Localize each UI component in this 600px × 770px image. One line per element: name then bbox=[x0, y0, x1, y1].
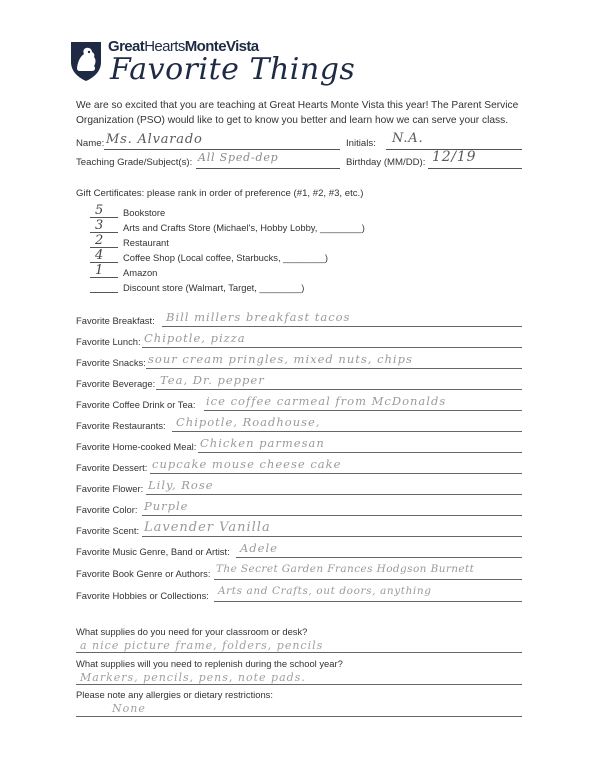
answer-line bbox=[150, 473, 522, 474]
favorite-color-row bbox=[76, 500, 522, 520]
gift-option-arts-crafts[interactable] bbox=[90, 218, 410, 236]
answer-line bbox=[236, 557, 522, 558]
gift-option-restaurant[interactable] bbox=[90, 233, 410, 251]
favorite-book-row bbox=[76, 564, 522, 584]
birthday-line bbox=[428, 168, 522, 169]
favorite-home-cooked-value[interactable]: Chicken parmesan bbox=[200, 436, 325, 450]
answer-line bbox=[142, 536, 522, 537]
name-line bbox=[104, 149, 340, 150]
gift-option-label: Arts and Crafts Store (Michael's, Hobby Lobby, ________) bbox=[123, 222, 365, 233]
favorite-label: Favorite Dessert: bbox=[76, 462, 148, 473]
answer-line bbox=[198, 452, 522, 453]
classroom-supplies-answer[interactable]: a nice picture frame, folders, pencils bbox=[80, 639, 324, 652]
favorite-scent-row bbox=[76, 521, 522, 541]
favorite-lunch-row bbox=[76, 332, 522, 352]
name-value[interactable]: Ms. Alvarado bbox=[106, 132, 203, 147]
answer-line bbox=[156, 389, 522, 390]
favorite-label: Favorite Snacks: bbox=[76, 357, 146, 368]
rank-value[interactable]: 5 bbox=[95, 203, 104, 218]
favorite-color-value[interactable]: Purple bbox=[144, 499, 189, 513]
favorite-snacks-value[interactable]: sour cream pringles, mixed nuts, chips bbox=[148, 352, 413, 366]
name-label: Name: bbox=[76, 138, 105, 149]
rank-value[interactable]: 1 bbox=[95, 263, 104, 278]
answer-line bbox=[142, 347, 522, 348]
favorite-label: Favorite Book Genre or Authors: bbox=[76, 568, 211, 579]
favorite-breakfast-row bbox=[76, 311, 522, 331]
classroom-supplies-question: What supplies do you need for your classroom or desk? bbox=[76, 626, 308, 637]
allergies-question: Please note any allergies or dietary restrictions: bbox=[76, 689, 273, 700]
answer-line bbox=[204, 410, 522, 411]
answer-line bbox=[142, 515, 522, 516]
gift-option-label: Discount store (Walmart, Target, ________) bbox=[123, 282, 305, 293]
rank-value[interactable]: 2 bbox=[95, 233, 104, 248]
favorite-label: Favorite Lunch: bbox=[76, 336, 141, 347]
rank-value[interactable]: 3 bbox=[95, 218, 104, 233]
favorite-label: Favorite Restaurants: bbox=[76, 420, 166, 431]
favorite-label: Favorite Coffee Drink or Tea: bbox=[76, 399, 196, 410]
favorite-label: Favorite Hobbies or Collections: bbox=[76, 590, 209, 601]
answer-line bbox=[76, 716, 522, 717]
answer-line bbox=[76, 684, 522, 685]
rank-line bbox=[90, 292, 118, 293]
replenish-supplies-question: What supplies will you need to replenish during the school year? bbox=[76, 658, 343, 669]
gift-option-label: Restaurant bbox=[123, 237, 169, 248]
gift-option-bookstore[interactable] bbox=[90, 203, 410, 221]
gift-option-label: Amazon bbox=[123, 267, 158, 278]
favorite-beverage-row bbox=[76, 374, 522, 394]
answer-line bbox=[214, 579, 522, 580]
gift-option-coffee-shop[interactable] bbox=[90, 248, 410, 266]
favorite-label: Favorite Breakfast: bbox=[76, 315, 155, 326]
favorite-label: Favorite Music Genre, Band or Artist: bbox=[76, 546, 230, 557]
allergies-answer[interactable]: None bbox=[112, 702, 146, 715]
favorite-lunch-value[interactable]: Chipotle, pizza bbox=[144, 331, 246, 345]
gift-option-discount-store[interactable] bbox=[90, 281, 410, 296]
favorite-scent-value[interactable]: Lavender Vanilla bbox=[144, 520, 271, 535]
favorite-restaurants-row bbox=[76, 416, 522, 436]
favorite-music-row bbox=[76, 542, 522, 562]
favorite-home-cooked-row bbox=[76, 437, 522, 457]
answer-line bbox=[146, 368, 522, 369]
answer-line bbox=[162, 326, 522, 327]
answer-line bbox=[172, 431, 522, 432]
birthday-value[interactable]: 12/19 bbox=[432, 149, 477, 165]
favorite-beverage-value[interactable]: Tea, Dr. pepper bbox=[160, 373, 265, 387]
favorite-flower-row bbox=[76, 479, 522, 499]
brand-hearts: Hearts bbox=[144, 38, 185, 55]
favorite-label: Favorite Beverage: bbox=[76, 378, 156, 389]
grade-value[interactable]: All Sped-dep bbox=[198, 151, 279, 164]
replenish-supplies-answer[interactable]: Markers, pencils, pens, note pads. bbox=[80, 671, 306, 684]
favorite-label: Favorite Flower: bbox=[76, 483, 144, 494]
favorite-restaurants-value[interactable]: Chipotle, Roadhouse, bbox=[176, 415, 321, 429]
favorite-label: Favorite Home-cooked Meal: bbox=[76, 441, 197, 452]
favorite-breakfast-value[interactable]: Bill millers breakfast tacos bbox=[166, 310, 351, 324]
answer-line bbox=[146, 494, 522, 495]
intro-text: We are so excited that you are teaching at Great Hearts Monte Vista this year! The Parent Service Organization (PSO) would like to get to know you better and learn how we can serve your class. bbox=[76, 100, 519, 126]
birthday-label: Birthday (MM/DD): bbox=[346, 157, 426, 168]
gift-option-label: Bookstore bbox=[123, 207, 166, 218]
great-hearts-lion-shield-icon bbox=[69, 40, 103, 82]
gift-option-label: Coffee Shop (Local coffee, Starbucks, ________) bbox=[123, 252, 328, 263]
grade-line bbox=[196, 168, 340, 169]
initials-value[interactable]: N.A. bbox=[392, 131, 424, 146]
favorite-coffee-value[interactable]: ice coffee carmeal from McDonalds bbox=[206, 394, 447, 408]
favorite-dessert-row bbox=[76, 458, 522, 478]
page-title: Favorite Things bbox=[110, 52, 356, 87]
gift-option-amazon[interactable] bbox=[90, 263, 410, 281]
gift-certificates-heading: Gift Certificates: please rank in order of preference (#1, #2, #3, etc.) bbox=[76, 188, 364, 199]
favorite-music-value[interactable]: Adele bbox=[240, 541, 278, 555]
favorite-snacks-row bbox=[76, 353, 522, 373]
grade-label: Teaching Grade/Subject(s): bbox=[76, 157, 193, 168]
favorite-label: Favorite Scent: bbox=[76, 525, 140, 536]
favorite-hobbies-row bbox=[76, 586, 522, 606]
favorite-book-value[interactable]: The Secret Garden Frances Hodgson Burnett bbox=[216, 563, 475, 575]
favorite-flower-value[interactable]: Lily, Rose bbox=[148, 478, 214, 492]
favorite-hobbies-value[interactable]: Arts and Crafts, out doors, anything bbox=[218, 585, 432, 597]
initials-label: Initials: bbox=[346, 138, 376, 149]
brand-monte-vista: MonteVista bbox=[184, 38, 259, 55]
rank-value[interactable]: 4 bbox=[95, 248, 104, 263]
favorite-dessert-value[interactable]: cupcake mouse cheese cake bbox=[152, 457, 342, 471]
favorite-coffee-row bbox=[76, 395, 522, 415]
brand-great: Great bbox=[108, 38, 145, 55]
answer-line bbox=[76, 652, 522, 653]
answer-line bbox=[214, 601, 522, 602]
favorite-label: Favorite Color: bbox=[76, 504, 138, 515]
